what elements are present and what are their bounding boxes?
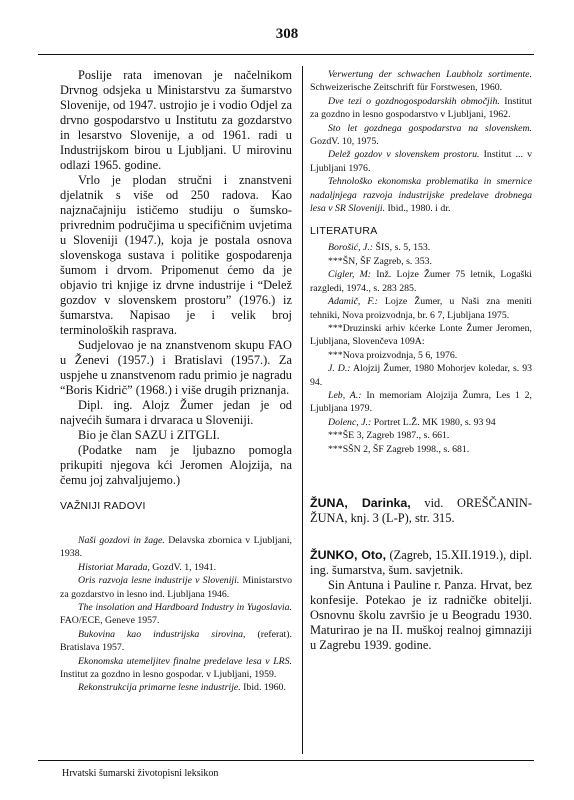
list-item: Naši gozdovi in žage. Delavska zbornica v Ljubljani, 1938. (60, 535, 292, 560)
list-item: Historiat Marada, GozdV. 1, 1941. (78, 561, 217, 573)
footer-rule (38, 760, 534, 761)
list-item: Ekonomska utemeljitev finalne predelave lesa v LRS. Institut za gozdno in lesno gospodar. v Ljubljani, 1959. (60, 655, 292, 681)
works-heading: VAŽNIJI RADOVI (60, 500, 146, 512)
left-column (60, 68, 292, 695)
list-item: Dolenc, J.: Portret L.Ž. MK 1980, s. 93 94 (328, 416, 496, 428)
list-item: ***Nova proizvodnja, 5 6, 1976. (328, 349, 458, 361)
bio-paragraph: (Podatke nam je ljubazno pomogla prikupiti njegova kći Jeromen Alojzija, na čemu joj zahvaljujemo.) (60, 443, 292, 487)
list-item: The insolation and Hardboard Industry in Yugoslavia. FAO/ECE, Geneve 1957. (60, 602, 292, 627)
literature-heading: LITERATURA (310, 225, 378, 238)
right-column (310, 68, 532, 653)
list-item: Verwertung der schwachen Laubholz sortimente. Schweizerische Zeitschrift für Forstwesen, 1960. (310, 69, 532, 94)
entry-headword: ŽUNKO, Oto, (310, 547, 387, 562)
list-item: Tehnološko ekonomska problematika in smernice nadaljnjega razvoja industrijske predelave drobnega lesa v SR Sloveniji. Ibid., 1980. i dr. (310, 176, 532, 215)
list-item: Adamič, F.: Lojze Žumer, u Naši zna meniti tehniki, Nova proizvodnja, br. 6 7, Ljubljana 1975. (310, 296, 532, 321)
list-item: J. D.: Alojzij Žumer, 1980 Mohorjev koledar, s. 93 94. (310, 363, 532, 388)
bio-paragraph: Sudjelovao je na znanstvenom skupu FAO u Ženevi (1957.) i Bratislavi (1957.). Za uspjehe u znanstvenom radu primio je nagradu “Boris Kidrič” (1968.) i više drugih priznanja. (60, 338, 292, 397)
works-list (60, 534, 292, 695)
list-item: ***SŠN 2, ŠF Zagreb 1998., s. 681. (328, 443, 470, 455)
list-item: ***ŠN, ŠF Zagreb, s. 353. (328, 255, 432, 267)
bio-paragraph: Dipl. ing. Alojz Žumer jedan je od najvećih šumara i drvaraca u Sloveniji. (60, 398, 292, 427)
list-item: Borošić, J.: ŠIS, s. 5, 153. (328, 242, 431, 254)
entry-paragraph: Sin Antuna i Pauline r. Panza. Hrvat, bez konfesije. Potekao je iz radničke obitelji. Osnovnu školu završio je u Beogradu 1930. Maturirao je na II. muškoj realnoj gimnaziji u Zagrebu 1939. godine. (310, 577, 532, 652)
entry-zuna-darinka (310, 496, 532, 526)
page-number: 308 (275, 26, 299, 42)
list-item: Bukovina kao industrijska sirovina, (referat). Bratislava 1957. (60, 628, 292, 654)
works-list-continued (310, 68, 532, 215)
header-rule (38, 54, 534, 55)
list-item: Delež gozdov v slovenskem prostoru. Institut ... v Ljubljani 1976. (310, 149, 532, 174)
list-item: ***ŠE 3, Zagreb 1987., s. 661. (328, 430, 450, 442)
bio-paragraph: Bio je član SAZU i ZITGLI. (78, 428, 220, 442)
list-item: Rekonstrukcija primarne lesne industrije. Ibid. 1960. (78, 682, 286, 694)
list-item: Oris razvoja lesne industrije v Sloveniji. Ministarstvo za gozdarstvo in lesno ind. Ljubljana 1946. (60, 575, 292, 600)
list-item: Dve tezi o gozdnogospodarskih območjih. Institut za gozdno in lesno gospodarstvo v Ljubljani, 1962. (310, 95, 532, 121)
list-item: ***Druzinski arhiv kćerke Lonte Žumer Jeromen, Ljubljana, Slovenčeva 109A: (310, 322, 532, 348)
bio-paragraph: Poslije rata imenovan je načelnikom Drvnog odsjeka u Ministarstvu za šumarstvo Slovenije, od 1947. ustrojio je i vodio Odjel za drvno gospodarstvo u Institutu za gozdarstvo in lesarstvo Slovenije, a od 1961. radi u Industrijskom birou u Ljubljani. U mirovinu odlazi 1965. godine. (60, 68, 292, 172)
entry-headword: ŽUNA, Darinka, (310, 495, 411, 510)
entry-text: ŽUNKO, Oto, (Zagreb, 15.XII.1919.), dipl. ing. šumarstva, šum. savjetnik. (310, 547, 532, 577)
bio-paragraph: Vrlo je plodan stručni i znanstveni djelatnik s više od 250 radova. Kao najznačajniju ističemo studiju o šumsko-privrednim područjima u specifičnim uvjetima u Sloveniji (1947.), koja je postala osnova slovenskoga sustava i politike gospodarenja šumom i drvom. Pripomenut ćemo da je objavio tri knjige iz drvne industrije i “Delež gozdov v slovenskem prostoru” (1976.) iz šumarstva. Napisao je i velik broj terminoloških rasprava. (60, 173, 292, 337)
entry-zunko-oto (310, 548, 532, 653)
list-item: Cigler, M: Inž. Lojze Žumer 75 letnik, Logaški razgledi, 1974., s. 283 285. (310, 269, 532, 294)
page-footer: Hrvatski šumarski životopisni leksikon (62, 768, 219, 779)
biography-text (60, 68, 292, 488)
list-item: Leb, A.: In memoriam Alojzija Žumra, Les 1 2, Ljubljana 1979. (310, 389, 532, 415)
column-divider (302, 66, 303, 754)
list-item: Sto let gozdnega gospodarstva na slovenskem. GozdV. 10, 1975. (310, 122, 532, 148)
literature-list (310, 241, 532, 456)
entry-text: ŽUNA, Darinka, vid. OREŠČANIN-ŽUNA, knj. 3 (L-P), str. 315. (310, 495, 532, 525)
